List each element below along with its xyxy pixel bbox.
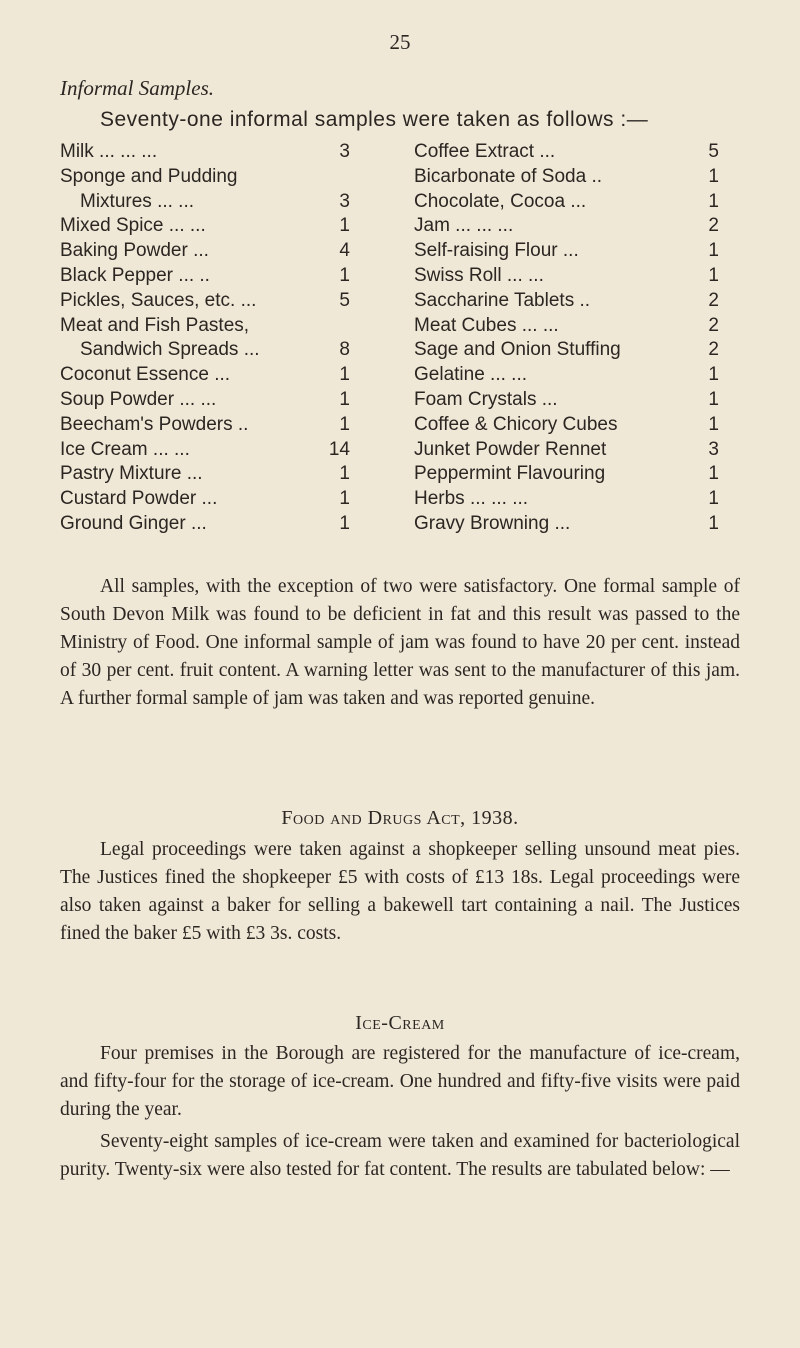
sample-count: 1 [339, 264, 350, 286]
sample-row [60, 363, 350, 388]
sample-row [60, 388, 350, 413]
sample-row [414, 512, 719, 537]
sample-name: Chocolate, Cocoa ... [414, 190, 587, 212]
heading-ice-cream: Ice-Cream [355, 1012, 445, 1034]
sample-count: 8 [339, 339, 350, 361]
sample-name: Swiss Roll ... ... [414, 264, 544, 286]
sample-count: 1 [708, 413, 719, 435]
sample-row [414, 314, 719, 339]
sample-name: Self-raising Flour ... [414, 240, 579, 262]
sample-count: 14 [328, 438, 350, 460]
sample-name: Saccharine Tablets .. [414, 289, 591, 311]
sample-row [60, 512, 350, 537]
sample-row [60, 264, 350, 289]
sample-name: Coconut Essence ... [60, 364, 231, 386]
sample-name: Beecham's Powders .. [60, 413, 249, 435]
sample-name: Meat Cubes ... ... [414, 314, 559, 336]
sample-count: 1 [339, 488, 350, 510]
sample-name: Herbs ... ... ... [414, 488, 529, 510]
sample-count: 1 [708, 512, 719, 534]
sample-name: Custard Powder ... [60, 488, 218, 510]
paragraph-ice-cream-samples-text: Seventy-eight samples of ice-cream were taken and examined for bacteriological purity. Twenty-six were also tested for fat content. The results are tabulated below: — [60, 1131, 740, 1180]
sample-count: 1 [339, 364, 350, 386]
samples-column-right [414, 140, 719, 537]
sample-row [414, 388, 719, 413]
sample-row [414, 289, 719, 314]
sample-row [60, 214, 350, 239]
sample-row [414, 462, 719, 487]
sample-count: 1 [708, 165, 719, 187]
sample-count: 1 [708, 240, 719, 262]
intro-line: Seventy-one informal samples were taken as follows :— [100, 108, 649, 131]
paragraph-ice-cream-samples [60, 1128, 740, 1184]
sample-count: 5 [339, 289, 350, 311]
sample-count: 2 [708, 215, 719, 237]
sample-name: Jam ... ... ... [414, 215, 514, 237]
sample-count: 1 [708, 488, 719, 510]
sample-row [60, 314, 350, 339]
sample-name: Ground Ginger ... [60, 512, 207, 534]
paragraph-ice-cream-premises [60, 1040, 740, 1124]
sample-name: Baking Powder ... [60, 240, 209, 262]
sample-row [60, 413, 350, 438]
sample-row [414, 264, 719, 289]
paragraph-samples-text: All samples, with the exception of two were satisfactory. One formal sample of South Devon Milk was found to be deficient in fat and this result was passed to the Ministry of Food. One informal sample of jam was found to have 20 per cent. instead of 30 per cent. fruit content. A warning letter was sent to the manufacturer of this jam. A further formal sample of jam was taken and was reported genuine. [60, 576, 740, 709]
sample-row [60, 487, 350, 512]
sample-count: 1 [339, 463, 350, 485]
sample-row [414, 190, 719, 215]
sample-count: 1 [708, 190, 719, 212]
paragraph-food-drugs-text: Legal proceedings were taken against a shopkeeper selling unsound meat pies. The Justices fined the shopkeeper £5 with costs of £13 18s. Legal proceedings were also taken against a baker for selling a bakewell tart containing a nail. The Justices fined the baker £5 with £3 3s. costs. [60, 839, 740, 944]
sample-row [60, 289, 350, 314]
sample-name: Coffee Extract ... [414, 141, 556, 162]
sample-row [414, 363, 719, 388]
sample-name: Sage and Onion Stuffing [414, 339, 621, 361]
paragraph-food-drugs [60, 836, 740, 948]
sample-row [60, 190, 350, 215]
sample-row [414, 487, 719, 512]
sample-count: 1 [339, 413, 350, 435]
sample-name: Junket Powder Rennet [414, 438, 607, 460]
sample-row [414, 165, 719, 190]
sample-count: 2 [708, 314, 719, 336]
sample-name: Sponge and Pudding [60, 165, 238, 187]
sample-name: Pastry Mixture ... [60, 463, 203, 485]
sample-count: 1 [339, 512, 350, 534]
paragraph-samples-result [60, 573, 740, 713]
sample-count: 1 [339, 388, 350, 410]
sample-name: Mixtures ... ... [80, 190, 195, 212]
sample-name: Ice Cream ... ... [60, 438, 190, 460]
sample-count: 3 [708, 438, 719, 460]
sample-name: Foam Crystals ... [414, 388, 558, 410]
heading-food-and-drugs-act: Food and Drugs Act, 1938. [281, 807, 519, 829]
sample-row [60, 165, 350, 190]
sample-name: Mixed Spice ... ... [60, 215, 206, 237]
sample-count: 1 [339, 215, 350, 237]
sample-count: 5 [708, 141, 719, 162]
sample-count: 1 [708, 388, 719, 410]
sample-row [414, 140, 719, 165]
sample-row [60, 462, 350, 487]
sample-name: Coffee & Chicory Cubes [414, 413, 618, 435]
sample-row [414, 438, 719, 463]
sample-count: 2 [708, 289, 719, 311]
sample-name: Gelatine ... ... [414, 364, 527, 386]
sample-row [60, 140, 350, 165]
sample-count: 3 [339, 141, 350, 162]
page-number: 25 [389, 30, 411, 54]
sample-row [60, 239, 350, 264]
sample-count: 2 [708, 339, 719, 361]
sample-name: Milk ... ... ... [60, 141, 158, 162]
sample-name: Bicarbonate of Soda .. [414, 165, 603, 187]
sample-count: 1 [708, 364, 719, 386]
sample-row [60, 338, 350, 363]
section-heading-informal-samples: Informal Samples. [60, 76, 214, 100]
sample-count: 4 [339, 240, 350, 262]
samples-column-left [60, 140, 350, 537]
sample-name: Soup Powder ... ... [60, 388, 217, 410]
sample-count: 1 [708, 463, 719, 485]
sample-name: Peppermint Flavouring [414, 463, 606, 485]
sample-name: Gravy Browning ... [414, 512, 571, 534]
sample-count: 3 [339, 190, 350, 212]
sample-name: Pickles, Sauces, etc. ... [60, 289, 257, 311]
sample-row [414, 338, 719, 363]
sample-name: Meat and Fish Pastes, [60, 314, 250, 336]
sample-name: Black Pepper ... .. [60, 264, 210, 286]
sample-row [414, 239, 719, 264]
sample-count: 1 [708, 264, 719, 286]
sample-row [414, 214, 719, 239]
sample-name: Sandwich Spreads ... [80, 339, 260, 361]
paragraph-ice-cream-premises-text: Four premises in the Borough are registered for the manufacture of ice-cream, and fifty-four for the storage of ice-cream. One hundred and fifty-five visits were paid during the year. [60, 1043, 740, 1120]
sample-row [414, 413, 719, 438]
sample-row [60, 438, 350, 463]
